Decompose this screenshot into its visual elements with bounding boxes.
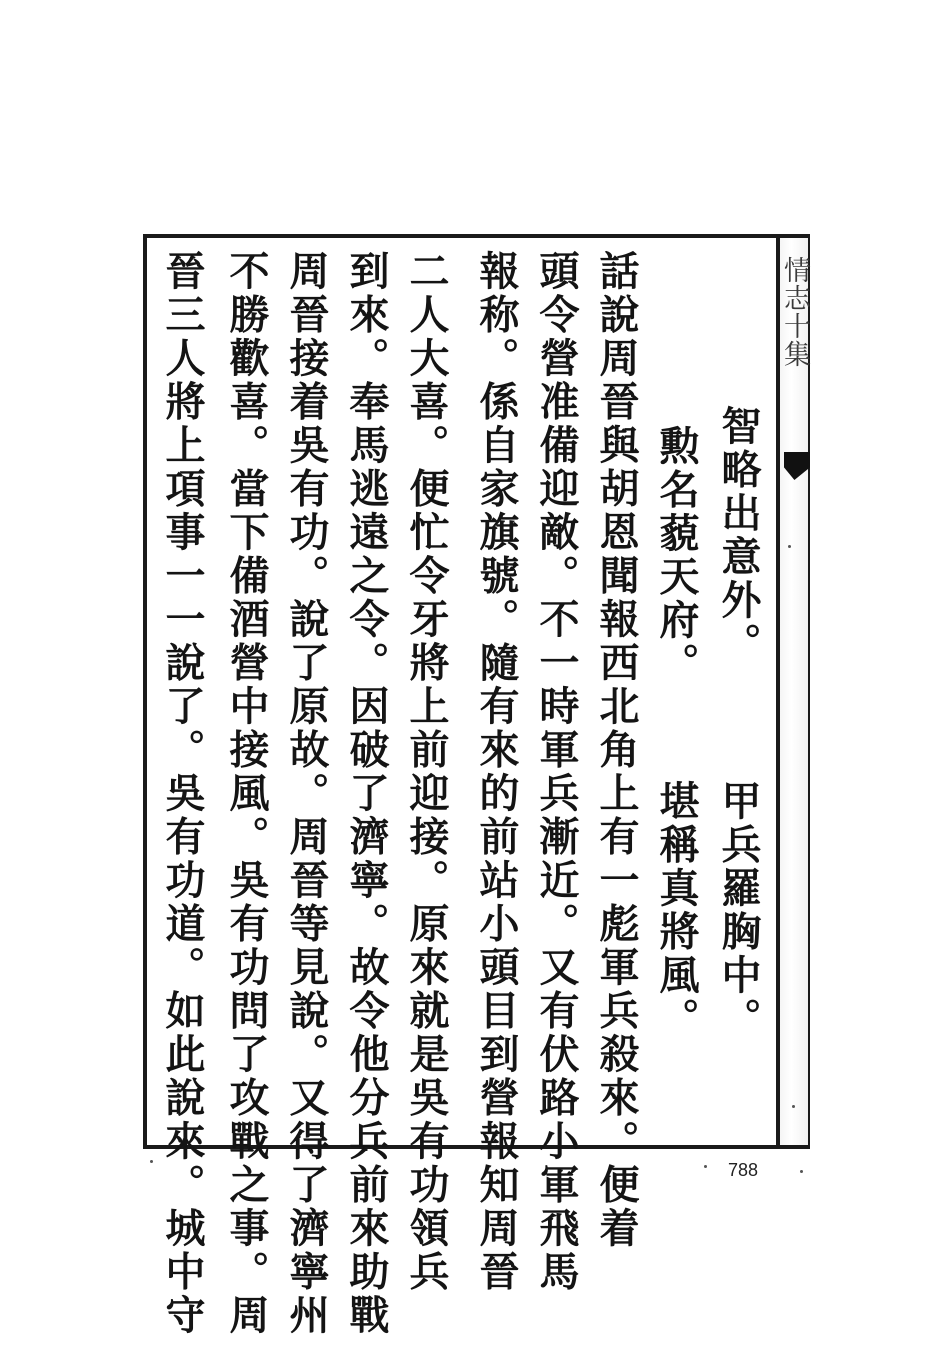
poem-line-1a: 智略出意外。 bbox=[715, 405, 762, 666]
scan-speck bbox=[150, 1160, 153, 1163]
body-column-6: 周晉接着吳有功。說了原故。周晉等見說。又得了濟寧州 bbox=[283, 250, 330, 1338]
body-column-3: 報称。係自家旗號。隨有來的前站小頭目到營報知周晉 bbox=[473, 250, 520, 1294]
poem-line-2b: 堪稱真將風。 bbox=[653, 780, 700, 1041]
body-column-1: 話說周晉與胡恩聞報西北角上有一彪軍兵殺來。便着 bbox=[593, 250, 640, 1251]
fish-tail-mark bbox=[784, 452, 810, 480]
fore-edge-title: 情志十集 bbox=[779, 256, 810, 368]
body-column-8: 晉三人將上項事一一說了。吳有功道。如此說來。城中守 bbox=[159, 250, 206, 1338]
scan-speck bbox=[792, 1105, 795, 1108]
body-column-7: 不勝歡喜。當下備酒營中接風。吳有功問了攻戰之事。周 bbox=[223, 250, 270, 1338]
fore-edge-strip bbox=[778, 234, 810, 1149]
scan-speck bbox=[704, 1165, 707, 1168]
body-column-2: 頭令營准備迎敵。不一時軍兵漸近。又有伏路小軍飛馬 bbox=[533, 250, 580, 1294]
page-number: 788 bbox=[728, 1160, 759, 1180]
scan-speck bbox=[788, 545, 791, 548]
poem-line-2a: 勲名藐天府。 bbox=[653, 425, 700, 686]
body-column-4: 二人大喜。便忙令牙將上前迎接。原來就是吳有功領兵 bbox=[403, 250, 450, 1294]
body-column-5: 到來。奉馬逃遠之令。因破了濟寧。故令他分兵前來助戰 bbox=[343, 250, 390, 1338]
poem-line-1b: 甲兵羅胸中。 bbox=[715, 780, 762, 1041]
scan-speck bbox=[800, 1170, 803, 1173]
